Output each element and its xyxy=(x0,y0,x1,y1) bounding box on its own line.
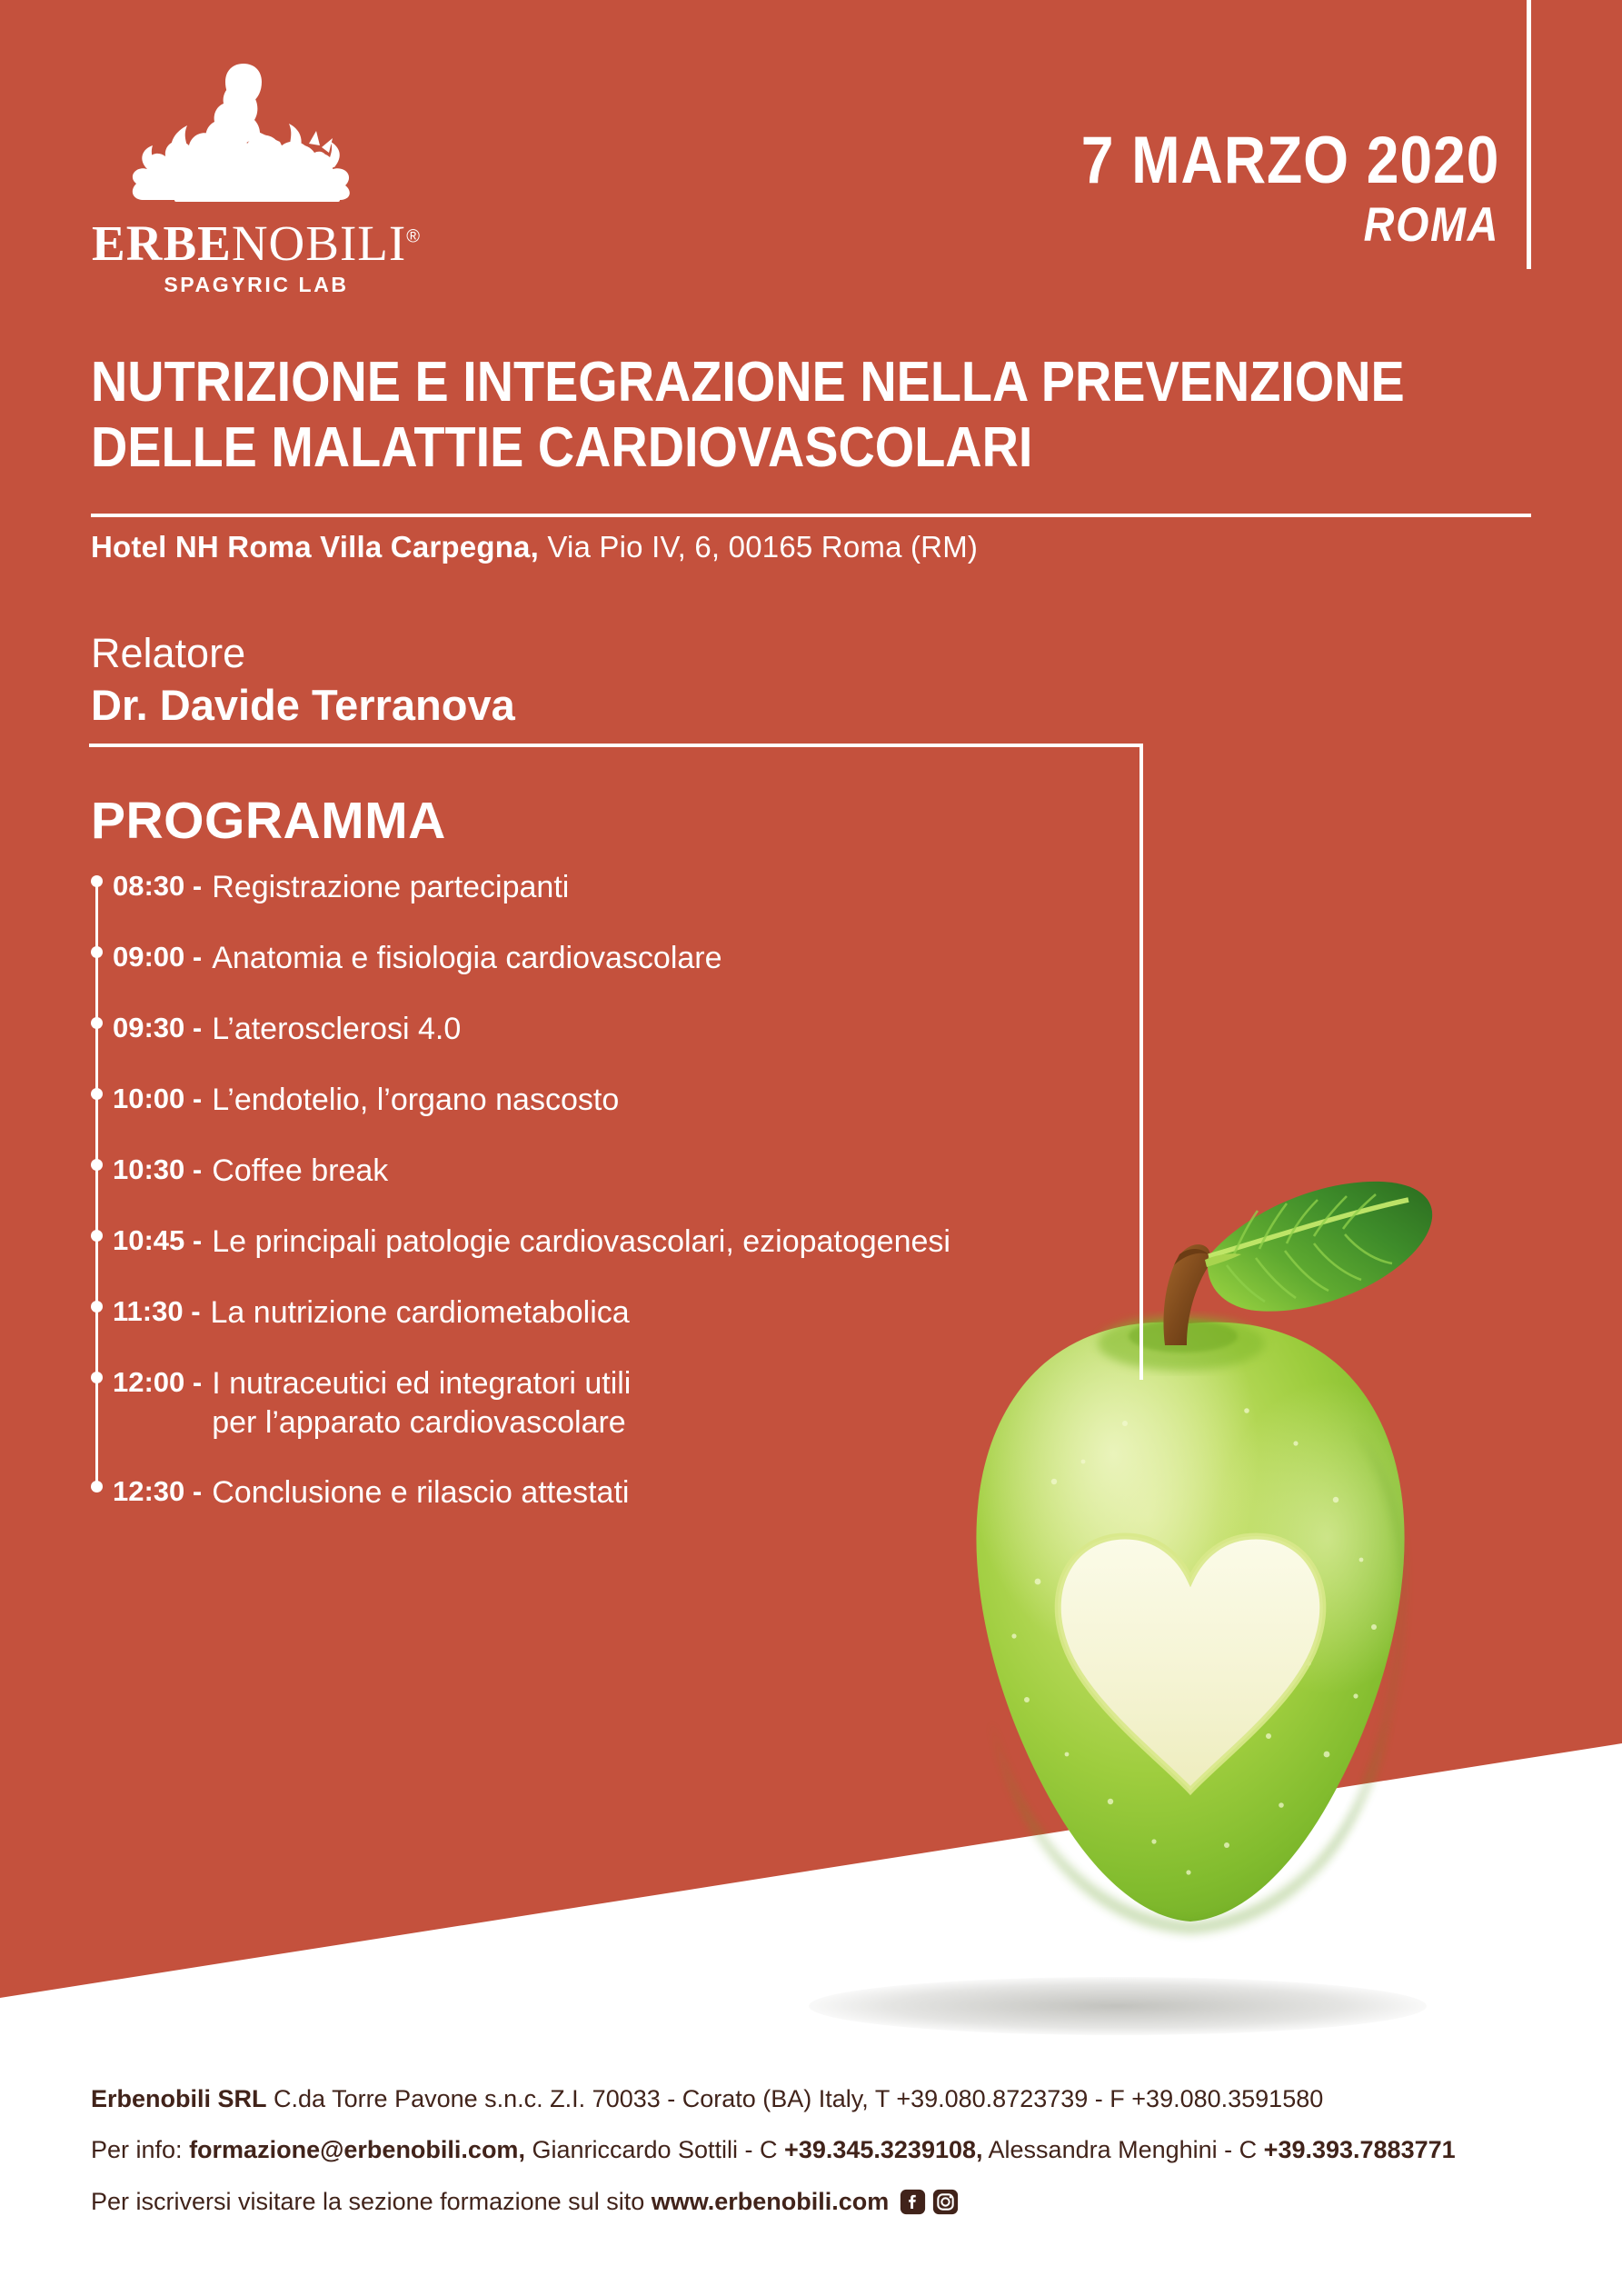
list-item xyxy=(91,1152,1109,1192)
facebook-icon[interactable] xyxy=(900,2189,926,2215)
item-text: L’aterosclerosi 4.0 xyxy=(212,1012,462,1046)
list-item xyxy=(91,1364,1109,1442)
item-text: L’endotelio, l’organo nascosto xyxy=(212,1083,620,1117)
logo-subtitle: SPAGYRIC LAB xyxy=(164,273,349,296)
contact-person-1: Gianriccardo Sottili - C xyxy=(524,2136,785,2163)
info-prefix: Per info: xyxy=(91,2136,190,2163)
timeline-dot-icon xyxy=(91,1230,103,1242)
company-address: C.da Torre Pavone s.n.c. Z.I. 70033 - Corato (BA) Italy, T +39.080.8723739 - F +39.080.3591580 xyxy=(266,2085,1324,2112)
title-line-1: NUTRIZIONE E INTEGRAZIONE NELLA PREVENZIONE xyxy=(91,351,1405,414)
list-item xyxy=(91,1293,1109,1333)
website-link[interactable]: www.erbenobili.com xyxy=(651,2188,890,2215)
contact-phone-1[interactable]: +39.345.3239108, xyxy=(784,2136,983,2163)
timeline-dot-icon xyxy=(91,1088,103,1100)
page-title xyxy=(91,350,1408,481)
item-time: 10:45 - xyxy=(113,1224,203,1256)
item-text: Coffee break xyxy=(212,1153,389,1188)
speaker-name: Dr. Davide Terranova xyxy=(91,681,515,729)
timeline-dot-icon xyxy=(91,875,103,887)
header-vertical-rule xyxy=(1527,0,1531,269)
timeline-dot-icon xyxy=(91,946,103,958)
item-text: La nutrizione cardiometabolica xyxy=(210,1295,630,1330)
erbenobili-logo xyxy=(84,47,429,297)
logo-word-bold: ERBE xyxy=(92,215,232,271)
title-line-2: DELLE MALATTIE CARDIOVASCOLARI xyxy=(91,415,1033,479)
timeline-dot-icon xyxy=(91,1372,103,1383)
list-item xyxy=(91,1223,1109,1263)
item-time: 09:30 - xyxy=(113,1012,203,1043)
programma-bracket-horizontal xyxy=(89,744,1143,747)
program-timeline xyxy=(91,868,1109,1544)
contact-email[interactable]: formazione@erbenobili.com, xyxy=(189,2136,525,2163)
venue-line xyxy=(91,530,978,564)
event-date-block xyxy=(1024,124,1499,252)
list-item xyxy=(91,868,1109,908)
footer-line-registration xyxy=(91,2189,1545,2215)
timeline-dot-icon xyxy=(91,1481,103,1492)
logo-word-light: NOBILI xyxy=(231,215,407,271)
speaker-label: Relatore xyxy=(91,630,246,676)
event-date: 7 MARZO 2020 xyxy=(1080,124,1499,197)
item-time: 12:00 - xyxy=(113,1366,203,1398)
logo-wordmark xyxy=(84,215,429,271)
list-item xyxy=(91,939,1109,979)
company-name: Erbenobili SRL xyxy=(91,2085,267,2112)
item-text: Conclusione e rilascio attestati xyxy=(212,1474,630,1510)
item-text: Registrazione partecipanti xyxy=(212,870,570,904)
footer xyxy=(91,2087,1545,2241)
social-links xyxy=(900,2189,959,2215)
item-time: 10:00 - xyxy=(113,1083,203,1114)
vulcan-blacksmith-flames-logo-icon xyxy=(120,47,393,220)
timeline-dot-icon xyxy=(91,1301,103,1313)
venue-name: Hotel NH Roma Villa Carpegna, xyxy=(91,530,539,564)
event-city: ROMA xyxy=(1363,198,1499,252)
item-text: Anatomia e fisiologia cardiovascolare xyxy=(212,941,722,975)
timeline-dot-icon xyxy=(91,1159,103,1171)
item-text: Le principali patologie cardiovascolari, eziopatogenesi xyxy=(212,1224,950,1259)
footer-line-company xyxy=(91,2087,1545,2111)
item-text: I nutraceutici ed integratori utili per l’apparato cardiovascolare xyxy=(212,1366,632,1440)
apple-leaf xyxy=(1205,1182,1432,1312)
programma-heading: PROGRAMMA xyxy=(91,792,446,850)
footer-line-contacts xyxy=(91,2138,1545,2162)
instagram-icon[interactable] xyxy=(932,2189,959,2215)
contact-phone-2[interactable]: +39.393.7883771 xyxy=(1263,2136,1456,2163)
item-time: 08:30 - xyxy=(113,870,203,902)
item-time: 09:00 - xyxy=(113,941,203,973)
item-time: 11:30 - xyxy=(113,1295,201,1327)
registration-text: Per iscriversi visitare la sezione formazione sul sito xyxy=(91,2188,652,2215)
contact-person-2: Alessandra Menghini - C xyxy=(982,2136,1264,2163)
venue-address: Via Pio IV, 6, 00165 Roma (RM) xyxy=(538,530,979,564)
title-divider xyxy=(91,514,1531,517)
item-time: 12:30 - xyxy=(113,1474,203,1507)
list-item xyxy=(91,1473,1109,1513)
timeline-dot-icon xyxy=(91,1017,103,1029)
item-time: 10:30 - xyxy=(113,1153,203,1185)
list-item xyxy=(91,1081,1109,1121)
list-item xyxy=(91,1010,1109,1050)
programma-bracket-vertical xyxy=(1139,744,1143,1380)
registered-trademark-icon: ® xyxy=(406,226,421,247)
